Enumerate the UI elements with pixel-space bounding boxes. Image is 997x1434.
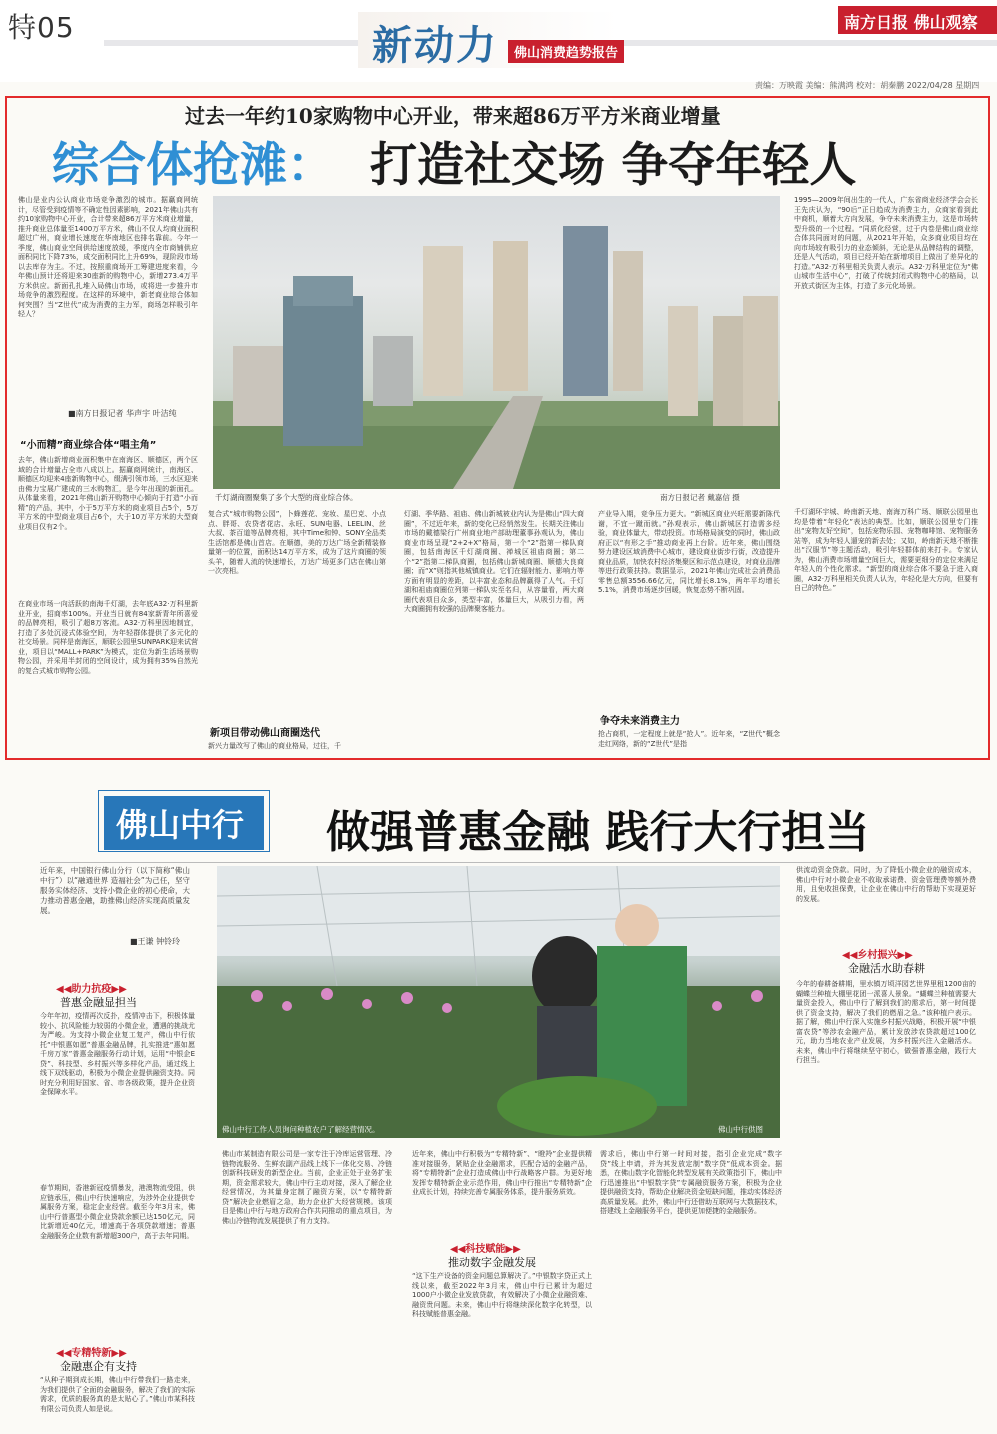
- article-column: “从种子期到成长期，佛山中行带我们一路走来，为我们提供了全面的金融服务，解决了我们的实际需求，优质的服务真的是太贴心了。”佛山市某科技有限公司负责人如是说。: [40, 1376, 195, 1413]
- article-column: 千灯湖环宇城、岭南新天地、南海万科广场、顺联公园里也均是带着“年轻化”表达的典型。比如，顺联公园里专门推出“宠物友好空间”，包括宠物乐园、宠物咖啡馆、宠物服务站等，成为年轻人遛宠的新去处；又如，岭南新天地不断推出“汉服节”等主题活动，吸引年轻群体前来打卡。专家认为，佛山消费市场增量空间巨大，需要更细分的定位来满足年轻人的个性化需求。“新型的商业综合体不要急于进入商圈，A32·万科里相关负责人认为，年轻化是大方向，但要有自己的特色。”: [794, 508, 978, 592]
- photo-caption: 佛山中行工作人员询问种植农户了解经营情况。: [222, 1125, 380, 1134]
- section-heading: “小而精”商业综合体“唱主角”: [20, 440, 157, 451]
- article-byline: ■王谦 钟铃玲: [130, 937, 181, 946]
- bank-section-title: 佛山中行: [116, 806, 245, 844]
- article-column: 春节期间，香港新冠疫情暴发，港澳物流受阻，供应链承压，佛山中行快速响应，为涉外企业提供专属服务方案，稳定企业经营。截至今年3月末，佛山中行普惠型小微企业贷款余额已达150亿元，同比新增近40亿元，增速高于各项贷款增速；普惠金融服务企业数有新增超300户，高于去年同期。: [40, 1184, 195, 1240]
- page-number: 特05: [8, 11, 75, 44]
- article-column: 产业导入期，竞争压力更大。“新城区商业兴旺需要新陈代谢，不宜一蹴而就。”孙观表示，佛山新城区打造需多经验，商业体量大，带动投资。市场格局演变的同时，佛山政府正以“有形之手”推动商业再上台阶。近年来，佛山围绕努力建设区域消费中心城市，建设商业街步行街，改造提升商业品质，加快农村经济集聚区和示范点建设，对商业品牌等进行政策扶持。数据显示，2021年佛山完成社会消费品零售总额3556.66亿元，同比增长8.1%，两年平均增长5.1%，消费市场逐步回暖，恢复态势不断巩固。: [598, 510, 780, 594]
- article-column: 在商业市场一向活跃的南海千灯湖，去年底A32·万科里新业开业，招商率100%。开业当日就有84家新青年所喜爱的品牌亮相，吸引了超8万客流。A32·万科里因地制宜，打造了多处沉浸式体验空间，为年轻群体提供了多元化的社交场景。同样是南海区，顺联公园里SUNPARK迎来试营业，项目以“MALL+PARK”为模式，定位为新生活场景购物公园，并采用半封闭的空间设计，成为拥有35%自然光的复合式城市购物公园。: [18, 600, 198, 675]
- section-title: 新动力: [372, 22, 498, 69]
- article-photo: [213, 196, 780, 489]
- subsection-label: ◀◀专精特新▶▶: [56, 1348, 127, 1359]
- subsection-title: 普惠金融显担当: [60, 996, 137, 1009]
- subsection-title: 金融活水助春耕: [848, 962, 925, 975]
- article-column: 新兴力量改写了佛山的商业格局，过往，千: [208, 742, 341, 750]
- article-column: 佛山市某制造有限公司是一家专注于冷库运营管理、冷链物流服务、生鲜农副产品线上线下一体化交易、冷链创新科技研发的新型企业。当前，企业正处于业务扩张期，资金需求较大，佛山中行主动对接，深入了解企业经营情况，为其量身定制了融资方案，以“专精特新贷”解决企业燃眉之急，助力企业扩大经营规模。该项目是佛山中行与地方政府合作共同推动的重点项目，为佛山冷链物流发展提供了有力支持。: [222, 1150, 392, 1225]
- divider: [40, 862, 960, 863]
- city-skyline-illustration: [213, 196, 780, 489]
- section-tag: 佛山消费趋势报告: [508, 40, 624, 63]
- article-column: 今年的春耕备耕期，里水镇万顷洋园艺世界里租1200亩的蝴蝶兰种植大棚里花团一派喜人景象。“蝴蝶兰种植需要大量资金投入，佛山中行了解到我们的需求后，第一时间提供了资金支持，解决了我们的燃眉之急。”该种植户表示。据了解，佛山中行深入实施乡村振兴战略，积极开展“中银富农贷”等涉农金融产品，累计发放涉农贷款超过100亿元，助力当地农业产业发展，为乡村振兴注入金融活水。未来，佛山中行将继续坚守初心，做强普惠金融，践行大行担当。: [796, 980, 976, 1064]
- greenhouse-illustration: [217, 866, 780, 1138]
- article-column: 1995—2009年间出生的一代人，广东省商业经济学会会长王先庆认为，“90后”正日趋成为消费主力，众商家看到此中商机，顺着大方向发展，争夺未来消费主力，这是市场转型升级的一个过程。“同质化经营，过于内卷是佛山商业综合体共同面对的问题，从2021年开始，众多商业项目均在向市场较有吸引力的业态倾斜，无论是从品牌结构的调整，还是人气活动，项目已经开始在新增项目上做出了差异化的打造。”A32·万科里相关负责人表示。A32·万科里定位为“佛山城市生活中心”，打破了传统封闭式购物中心的格局，以开放式街区为主体，打造了多元化场景。: [794, 196, 978, 290]
- article-byline: ■南方日报记者 华声宇 叶洁纯: [68, 409, 177, 418]
- subsection-title: 推动数字金融发展: [448, 1256, 536, 1269]
- article-column: 抢占商机，一定程度上就是“抢人”。近年来，“Z世代”概念走红网络，新的“Z世代”是指: [598, 730, 780, 748]
- article-column: 供流动资金贷款。同时，为了降低小微企业的融资成本，佛山中行对小微企业不收取承诺费、资金管理费等额外费用，且免收担保费，让企业在佛山中行的帮助下实现更好的发展。: [796, 866, 976, 903]
- article-subheadline: 过去一年约10家购物中心开业，带来超86万平方米商业增量: [185, 104, 721, 128]
- photo-credit: 南方日报记者 戴嘉信 摄: [660, 493, 740, 502]
- article-photo: [217, 866, 780, 1138]
- article-column: 复合式“城市购物公园”，卜蜂莲花、宠妆、星巴克、小点点、胖哥、农贷者花店、永旺、SUN电器、LEELIN、丝大叔、茶百道等品牌亮相，其中Time和钟、SONY全品类生活馆都是佛山首店。在顺德，美的万达广场全新精装修量第一的位置，面积达14万平方米，成为了这片商圈的领头羊，随着人流的快速增长，万达广场更多门店在佛山第一次亮相。: [208, 510, 386, 575]
- section-heading: 新项目带动佛山商圈迭代: [210, 728, 320, 739]
- section-heading: 争夺未来消费主力: [600, 716, 680, 727]
- newspaper-logo: 南方日报 佛山观察: [838, 6, 997, 34]
- page-meta: 责编：万映霞 美编：熊满鸿 校对：胡秦鹏 2022/04/28 星期四: [755, 81, 980, 90]
- subsection-title: 金融惠企有支持: [60, 1360, 137, 1373]
- article-column: 需求后，佛山中行第一时间对接，指引企业完成“数字贷”线上申请，并为其发放定制“数字贷”低成本资金。据悉，在佛山数字化智能化转型发展有关政策指引下，佛山中行迅速推出“中银数字贷”专属融资服务方案，积极为企业提供融资支持，帮助企业解决资金短缺问题，推动实体经济高质量发展。此外，佛山中行还借助互联网与大数据技术，搭建线上金融服务平台，提供更加便捷的金融服务。: [600, 1150, 782, 1215]
- subsection-label: ◀◀助力抗疫▶▶: [56, 984, 127, 995]
- article-column: 灯湖、季华路、祖庙、佛山新城被业内认为是佛山“四大商圈”，不过近年来，新的变化已经悄然发生。长期关注佛山市场的戴德梁行广州商业地产部助理董事孙观认为，佛山商业市场呈现“2+2+X”格局，第一个“2”指第一梯队商圈，包括南海区千灯湖商圈、禅城区祖庙商圈；第二个“2”指第二梯队商圈，包括佛山新城商圈、顺德大良商圈；而“X”则指其他城镇商业。它们在辐射能力、影响力等方面有明显的差距，以丰富业态和品牌赢得了人气。千灯湖和祖庙商圈位列第一梯队实至名归，从容量看，两大商圈代表项目众多，类型丰富，体量巨大，从吸引力看，两大商圈拥有较强的品牌聚客能力。: [404, 510, 584, 613]
- article-column: “这下生产设备的资金问题总算解决了。”中银数字贷正式上线以来，截至2022年3月末，佛山中行已累计为超过1000户小微企业发放贷款，有效解决了小微企业融资难、融资贵问题。未来，佛山中行将继续深化数字化转型，以科技赋能普惠金融。: [412, 1272, 592, 1318]
- article-column: 佛山是业内公认商业市场竞争激烈的城市。据赢商网统计，尽管受到疫情等不确定性因素影响，2021年佛山共有约10家购物中心开业，合计带来超86万平方米商业增量，推升商业总体量至1400万平方米，佛山不仅人均商业面积超过广州，商业增长速度在华南地区也排名靠前。今年一季度，佛山商业空间供给速度放缓，季度内全市商铺供应面积同比下降73%，成交面积同比上升69%，现阶段市场以去库存为主。不过，按照重商场开工筹建进度来看，今年佛山预计还将迎来30座新的购物中心，新增273.4万平方米供应。新面孔扎堆入局佛山市场，或将进一步推升市场竞争的激烈程度。在这样的环境中，新老商业综合体如何突围？当“Z世代”成为消费的主力军，商场怎样吸引年轻人？: [18, 196, 198, 318]
- photo-caption: 千灯湖商圈聚集了多个大型的商业综合体。: [215, 493, 358, 502]
- photo-credit: 佛山中行供图: [718, 1125, 763, 1134]
- subsection-label: ◀◀科技赋能▶▶: [450, 1244, 521, 1255]
- article-title-lead: 综合体抢滩：: [52, 138, 334, 193]
- article-title: 做强普惠金融 践行大行担当: [326, 807, 870, 858]
- article-column: 去年，佛山新增商业面积集中在南海区、顺德区，两个区域的合计增量占全市八成以上。据赢商网统计，南海区、顺德区均迎来4座新购物中心，缀满引领市场，三水区迎来由佛力宝展广建成的三水购物汇，是今年出现的新面孔。从体量来看，2021年佛山新开购物中心倾向于打造“小而精”的产品，其中，小于5万平方米的商业项目占5个，5万平方米的中型商业项目占6个，大于10万平方米的大型商业项目仅有2个。: [18, 456, 198, 531]
- article-title-main: 打造社交场 争夺年轻人: [370, 138, 857, 193]
- article-column: 近年来，佛山中行积极为“专精特新”、“瞪羚”企业提供精准对接服务，紧贴企业金融需求，匹配合适的金融产品，将“专精特新”企业打造成佛山中行战略客户群。为更好地发挥专精特新企业示范作用，佛山中行推出“专精特新”企业成长计划，持续完善专属服务体系，提升服务质效。: [412, 1150, 592, 1196]
- subsection-label: ◀◀乡村振兴▶▶: [842, 950, 913, 961]
- article-column: 今年年初，疫情再次反扑，疫情冲击下，积极体量较小、抗风险能力较弱的小微企业，遭遇的挑战尤为严峻。为支持小微企业复工复产，佛山中行依托“中银惠如愿”普惠金融品牌，扎实推进“惠如愿 千房万家”普惠金融服务行动计划，运用“中银企E贷”、科技型、乡村振兴等多样化产品，通过线上线下双线驱动，积极为小微企业提供融资支持。同时充分利用好国家、省、市各级政策，提升企业资金保障水平。: [40, 1012, 195, 1096]
- article-column: 近年来，中国银行佛山分行（以下简称“佛山中行”）以“融通世界 造福社会”为己任，坚守服务实体经济、支持小微企业的初心使命，大力推动普惠金融，助推佛山经济实现高质量发展。: [40, 866, 190, 915]
